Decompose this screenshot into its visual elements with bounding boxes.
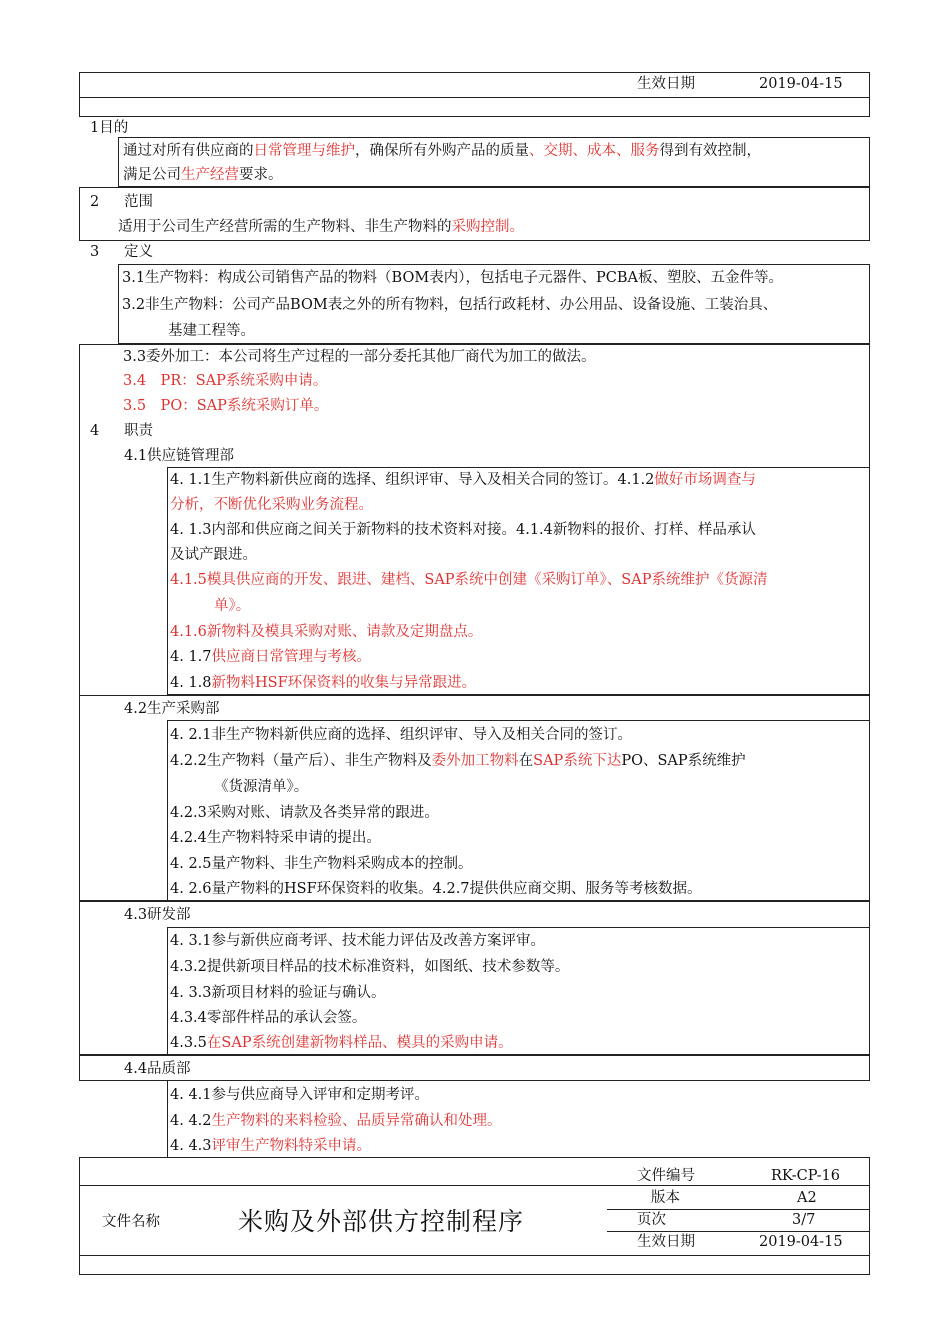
section-2-line-1 [118,217,524,237]
footer-version-label: 版本 [651,1190,680,1206]
footer-version-value: A2 [797,1190,817,1206]
text-run: 要求。 [239,167,283,183]
item-4-1-7-number: 4. 1.7 [170,649,212,665]
item-4-3-4: 4.3.4零部件样品的承认会签。 [170,1010,367,1026]
section-2-number: 2 [90,194,100,210]
footer-name-label: 文件名称 [102,1214,160,1230]
section-2-title: 范围 [124,194,153,210]
footer-document-title: 米购及外部供方控制程序 [238,1207,525,1236]
item-4-2-2-cont: 《货源清单》。 [214,779,309,795]
footer-page-value: 3/7 [792,1212,816,1228]
text-run: SAP系统下达 [533,753,622,769]
item-4-4-3-number: 4. 4.3 [170,1138,212,1154]
item-4-4-3 [170,1136,371,1156]
item-4-2-4: 4.2.4生产物料特采申请的提出。 [170,830,381,846]
item-4-4-1: 4. 4.1参与供应商导入评审和定期考评。 [170,1087,430,1103]
text-run: 适用于公司生产经营所需的生产物料、非生产物料的 [118,219,452,235]
item-4-1-3: 4. 1.3内部和供应商之间关于新物料的技术资料对接。4.1.4新物料的报价、打样、样品承认 [170,522,756,538]
text-run: 采购控制。 [451,219,524,235]
item-4-2-6: 4. 2.6量产物料的HSF环保资料的收集。4.2.7提供供应商交期、服务等考核数据。 [170,881,702,897]
definition-3-1: 3.1生产物料：构成公司销售产品的物料（BOM表内），包括电子元器件、PCBA板、塑胶、五金件等。 [122,270,783,286]
item-4-3-5-number: 4.3.5 [170,1035,207,1051]
section-4-number: 4 [90,423,100,439]
item-4-1-5: 4.1.5模具供应商的开发、跟进、建档、SAP系统中创建《采购订单》、SAP系统维护《货源清 [170,572,768,588]
footer-bottom-divider [79,1255,870,1256]
item-4-1-5-cont: 单》。 [214,598,251,614]
item-4-3-5 [170,1033,513,1053]
group-4-4-box [79,1055,870,1081]
item-4-3-2: 4.3.2提供新项目样品的技术标准资料，如图纸、技术参数等。 [170,959,570,975]
text-run: 4.2.2生产物料（量产后）、非生产物料及 [170,753,432,769]
definition-3-3: 3.3委外加工：本公司将生产过程的一部分委托其他厂商代为加工的做法。 [123,349,596,365]
item-4-4-2-number: 4. 4.2 [170,1113,212,1129]
header-box [79,72,870,117]
item-4-3-1: 4. 3.1参与新供应商考评、技术能力评估及改善方案评审。 [170,933,546,949]
item-4-3-5-text: 在SAP系统创建新物料样品、模具的采购申请。 [206,1035,513,1051]
item-4-4-2 [170,1111,502,1131]
text-run: 做好市场调查与 [654,472,756,488]
text-run: 在 [518,753,534,769]
text-run: PO、SAP系统维护 [621,753,746,769]
definition-3-5: 3.5 PO：SAP系统采购订单。 [123,398,329,414]
text-run: 委外加工物料 [431,753,519,769]
item-4-1-7 [170,647,371,667]
text-run: 、交期、成本、服务 [529,143,660,159]
section-3-number: 3 [90,244,100,260]
item-4-1-8 [170,673,476,693]
item-4-4-2-text: 生产物料的来料检验、品质异常确认和处理。 [211,1113,502,1129]
footer-top-divider [79,1185,870,1186]
text-run: 日常管理与维护 [253,143,355,159]
header-divider [79,97,870,98]
section-1-line-2 [123,165,283,185]
header-effective-value: 2019-04-15 [759,76,843,92]
section-1-line-1 [123,141,761,161]
footer-page-label: 页次 [637,1212,666,1228]
text-run: 4. 1.1生产物料新供应商的选择、组织评审、导入及相关合同的签订。4.1.2 [170,472,655,488]
text-run: 得到有效控制， [659,143,761,159]
group-4-4-left-rule [167,1081,168,1157]
text-run: 通过对所有供应商的 [123,143,254,159]
definition-3-2-b: 基建工程等。 [168,323,255,339]
text-run: 满足公司 [123,167,181,183]
definition-3-2-a: 3.2非生产物料：公司产品BOM表之外的所有物料，包括行政耗材、办公用品、设备设施、工装治具、 [122,297,778,313]
item-4-1-8-text: 新物料HSF环保资料的收集与异常跟进。 [211,675,477,691]
footer-date-value: 2019-04-15 [759,1234,843,1250]
item-4-3-3: 4. 3.3新项目材料的验证与确认。 [170,985,386,1001]
footer-number-label: 文件编号 [637,1168,695,1184]
section-4-title: 职责 [124,423,153,439]
item-4-2-5: 4. 2.5量产物料、非生产物料采购成本的控制。 [170,856,473,872]
footer-number-value: RK-CP-16 [771,1168,841,1184]
group-4-4-title: 4.4品质部 [124,1061,191,1077]
group-4-3-title: 4.3研发部 [124,907,191,923]
item-4-2-1: 4. 2.1非生产物料新供应商的选择、组织评审、导入及相关合同的签订。 [170,727,633,743]
item-4-2-3: 4.2.3采购对账、请款及各类异常的跟进。 [170,805,439,821]
header-effective-label: 生效日期 [637,76,695,92]
item-4-1-6: 4.1.6新物料及模具采购对账、请款及定期盘点。 [170,624,483,640]
section-3-title: 定义 [124,244,153,260]
section-1-heading: 1目的 [90,120,129,136]
item-4-1-7-text: 供应商日常管理与考核。 [211,649,372,665]
item-4-1-8-number: 4. 1.8 [170,675,212,691]
text-run: 生产经营 [181,167,239,183]
group-4-1-title: 4.1供应链管理部 [124,448,235,464]
footer-date-label: 生效日期 [637,1234,695,1250]
item-4-1-2-cont: 分析，不断优化采购业务流程。 [170,497,373,513]
definition-3-4: 3.4 PR：SAP系统采购申请。 [123,373,328,389]
item-4-2-2 [170,751,746,771]
text-run: ，确保所有外购产品的质量 [355,143,529,159]
item-4-1-1 [170,470,756,490]
group-4-2-title: 4.2生产采购部 [124,701,220,717]
item-4-4-3-text: 评审生产物料特采申请。 [211,1138,372,1154]
item-4-1-3-cont: 及试产跟进。 [170,547,257,563]
